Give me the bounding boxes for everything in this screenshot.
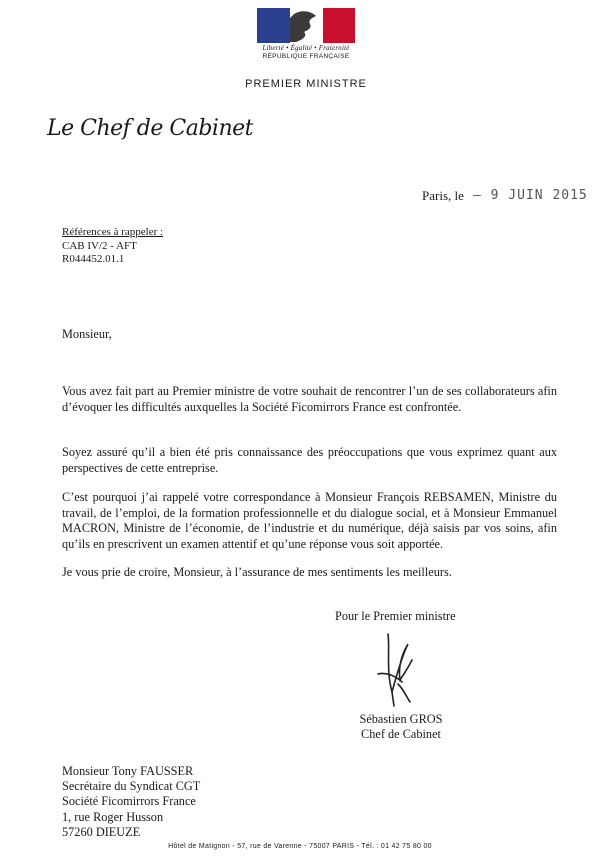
logo-red-band <box>323 8 355 43</box>
signature-intro: Pour le Premier ministre <box>335 609 456 623</box>
reference-line: CAB IV/2 - AFT <box>62 239 137 252</box>
chef-de-cabinet-heading: Le Chef de Cabinet <box>47 116 253 141</box>
salutation: Monsieur, <box>62 327 112 341</box>
reference-line: R044452.01.1 <box>62 253 125 265</box>
paragraph-2: Soyez assuré qu’il a bien été pris connaissance des préoccupations que vous exprimez quant aux perspectives de cette entreprise. <box>62 445 557 475</box>
marianne-logo <box>257 8 355 43</box>
paragraph-3: C’est pourquoi j’ai rappelé votre correspondance à Monsieur François REBSAMEN, Ministre du travail, de l’emploi, de la formation professionnelle et du dialogue social, et à Monsieur Emmanuel MACRON, Ministre de l’économie, de l’industrie et du numérique, déjà saisis par vos soins, afin qu’ils en prescrivent un examen attentif et qu’une réponse vous soit apportée. <box>62 490 557 551</box>
signatory-block <box>359 712 443 742</box>
premier-ministre-heading: PREMIER MINISTRE <box>245 78 367 90</box>
addressee-line: 1, rue Roger Husson <box>62 809 164 824</box>
addressee-line: Société Ficomirrors France <box>62 794 196 809</box>
footer-address: Hôtel de Matignon - 57, rue de Varenne - 75007 PARIS - Tél. : 01 42 75 80 00 <box>168 843 432 850</box>
marianne-profile-icon <box>290 8 323 43</box>
references-heading: Références à rappeler : <box>62 226 164 238</box>
logo-white-band <box>290 8 323 43</box>
signatory-title: Chef de Cabinet <box>361 727 441 741</box>
handwritten-signature <box>368 630 428 708</box>
references-block <box>62 226 163 267</box>
republic-motto: Liberté • Égalité • Fraternité <box>262 44 350 52</box>
paragraph-1: Vous avez fait part au Premier ministre de votre souhait de rencontrer l’un de ses collaborateurs afin d’évoquer les difficultés auxquelles la Société Ficomirrors France est confrontée. <box>62 384 557 414</box>
addressee-line: Monsieur Tony FAUSSER <box>62 764 194 778</box>
dateline-place: Paris, le <box>422 188 464 203</box>
logo-blue-band <box>257 8 290 43</box>
signatory-name: Sébastien GROS <box>359 712 443 726</box>
paragraph-4: Je vous prie de croire, Monsieur, à l’assurance de mes sentiments les meilleurs. <box>62 565 452 579</box>
republique-francaise: RÉPUBLIQUE FRANÇAISE <box>262 53 350 60</box>
addressee-line: 57260 DIEUZE <box>62 824 141 839</box>
addressee-block <box>62 764 200 840</box>
date-stamp: – 9 JUIN 2015 <box>473 188 588 203</box>
addressee-line: Secrétaire du Syndicat CGT <box>62 779 201 794</box>
